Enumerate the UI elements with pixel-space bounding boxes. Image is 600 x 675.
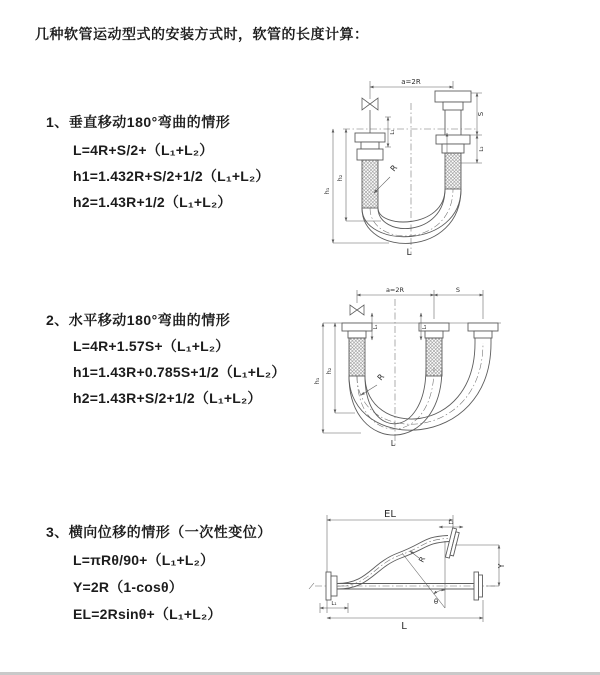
section-2-formula-h1: h1=1.43R+0.785S+1/2（L₁+L₂） [73, 364, 286, 380]
section-1-formula-h2: h2=1.43R+1/2（L₁+L₂） [73, 194, 232, 210]
page-title: 几种软管运动型式的安装方式时，软管的长度计算： [35, 26, 369, 42]
diagram-vertical-180-bend [315, 73, 600, 258]
section-2-formula-h2: h2=1.43R+S/2+1/2（L₁+L₂） [73, 390, 262, 406]
radius-leader [361, 385, 377, 395]
dim-label-l1: L₁ [373, 324, 379, 330]
dim-label-span: a=2R [401, 78, 421, 86]
section-3-formula-EL: EL=2Rsinθ+（L₁+L₂） [73, 606, 222, 622]
length-label: L [390, 439, 396, 448]
dim-label-s: S [477, 111, 485, 117]
left-fitting [355, 133, 385, 160]
dim-label-l2: L₂ [448, 520, 454, 526]
leg1-braid [349, 338, 365, 376]
section-1-formula-L: L=4R+S/2+（L₁+L₂） [73, 142, 214, 158]
dim-label-l1: L₁ [331, 601, 337, 607]
right-braid [445, 153, 461, 189]
section-3-formula-L: L=πRθ/90+（L₁+L₂） [73, 552, 215, 568]
valve-icon [350, 305, 364, 315]
section-3-heading: 3、横向位移的情形（一次性变位） [46, 524, 272, 540]
diagram-horizontal-180-bend [315, 283, 600, 463]
hose-centerline-1 [357, 368, 434, 429]
theta-label: θ [433, 598, 439, 606]
diagram-lateral-displacement [303, 505, 598, 640]
section-1-formula-h1: h1=1.432R+S/2+1/2（L₁+L₂） [73, 168, 270, 184]
dim-label-h1: h₁ [313, 377, 321, 385]
hose-centerline-2 [357, 343, 483, 424]
right-fitting-original [436, 135, 470, 153]
dim-label-h1: h₁ [323, 187, 331, 195]
dim-label-span: a=2R [385, 286, 405, 294]
dim-label-l1: L₁ [390, 129, 396, 135]
dim-label-el: EL [384, 509, 396, 520]
leg1-fitting [342, 323, 372, 338]
left-flange [326, 572, 337, 600]
leg2-braid [426, 338, 442, 376]
section-3-formula-Y: Y=2R（1-cosθ） [73, 579, 183, 595]
length-label: L [401, 621, 407, 632]
hose-centerline [370, 189, 453, 236]
right-flange-displaced [445, 528, 460, 559]
radius-label: R [416, 555, 428, 564]
section-2-formula-L: L=4R+1.57S+（L₁+L₂） [73, 338, 230, 354]
right-fitting-lifted [435, 91, 471, 135]
section-2-heading: 2、水平移动180°弯曲的情形 [46, 312, 231, 328]
hose-curve [337, 536, 449, 590]
radius-label: R [375, 372, 387, 383]
right-flange-original [474, 572, 483, 600]
length-label: L [406, 248, 412, 258]
dim-label-h2: h₂ [325, 367, 333, 375]
dim-label-h2: h₂ [336, 174, 344, 182]
dim-label-y: Y [497, 563, 506, 569]
dim-label-s: S [455, 286, 461, 294]
valve-icon [362, 98, 378, 133]
break-tick [309, 583, 314, 589]
section-1-heading: 1、垂直移动180°弯曲的情形 [46, 114, 231, 130]
theta-construction [402, 541, 445, 608]
left-braid [362, 160, 378, 208]
dim-label-l2: L₂ [479, 146, 485, 152]
radius-label: R [388, 163, 400, 174]
leg3-fitting [468, 323, 498, 343]
dim-label-l2: L₂ [422, 324, 428, 330]
